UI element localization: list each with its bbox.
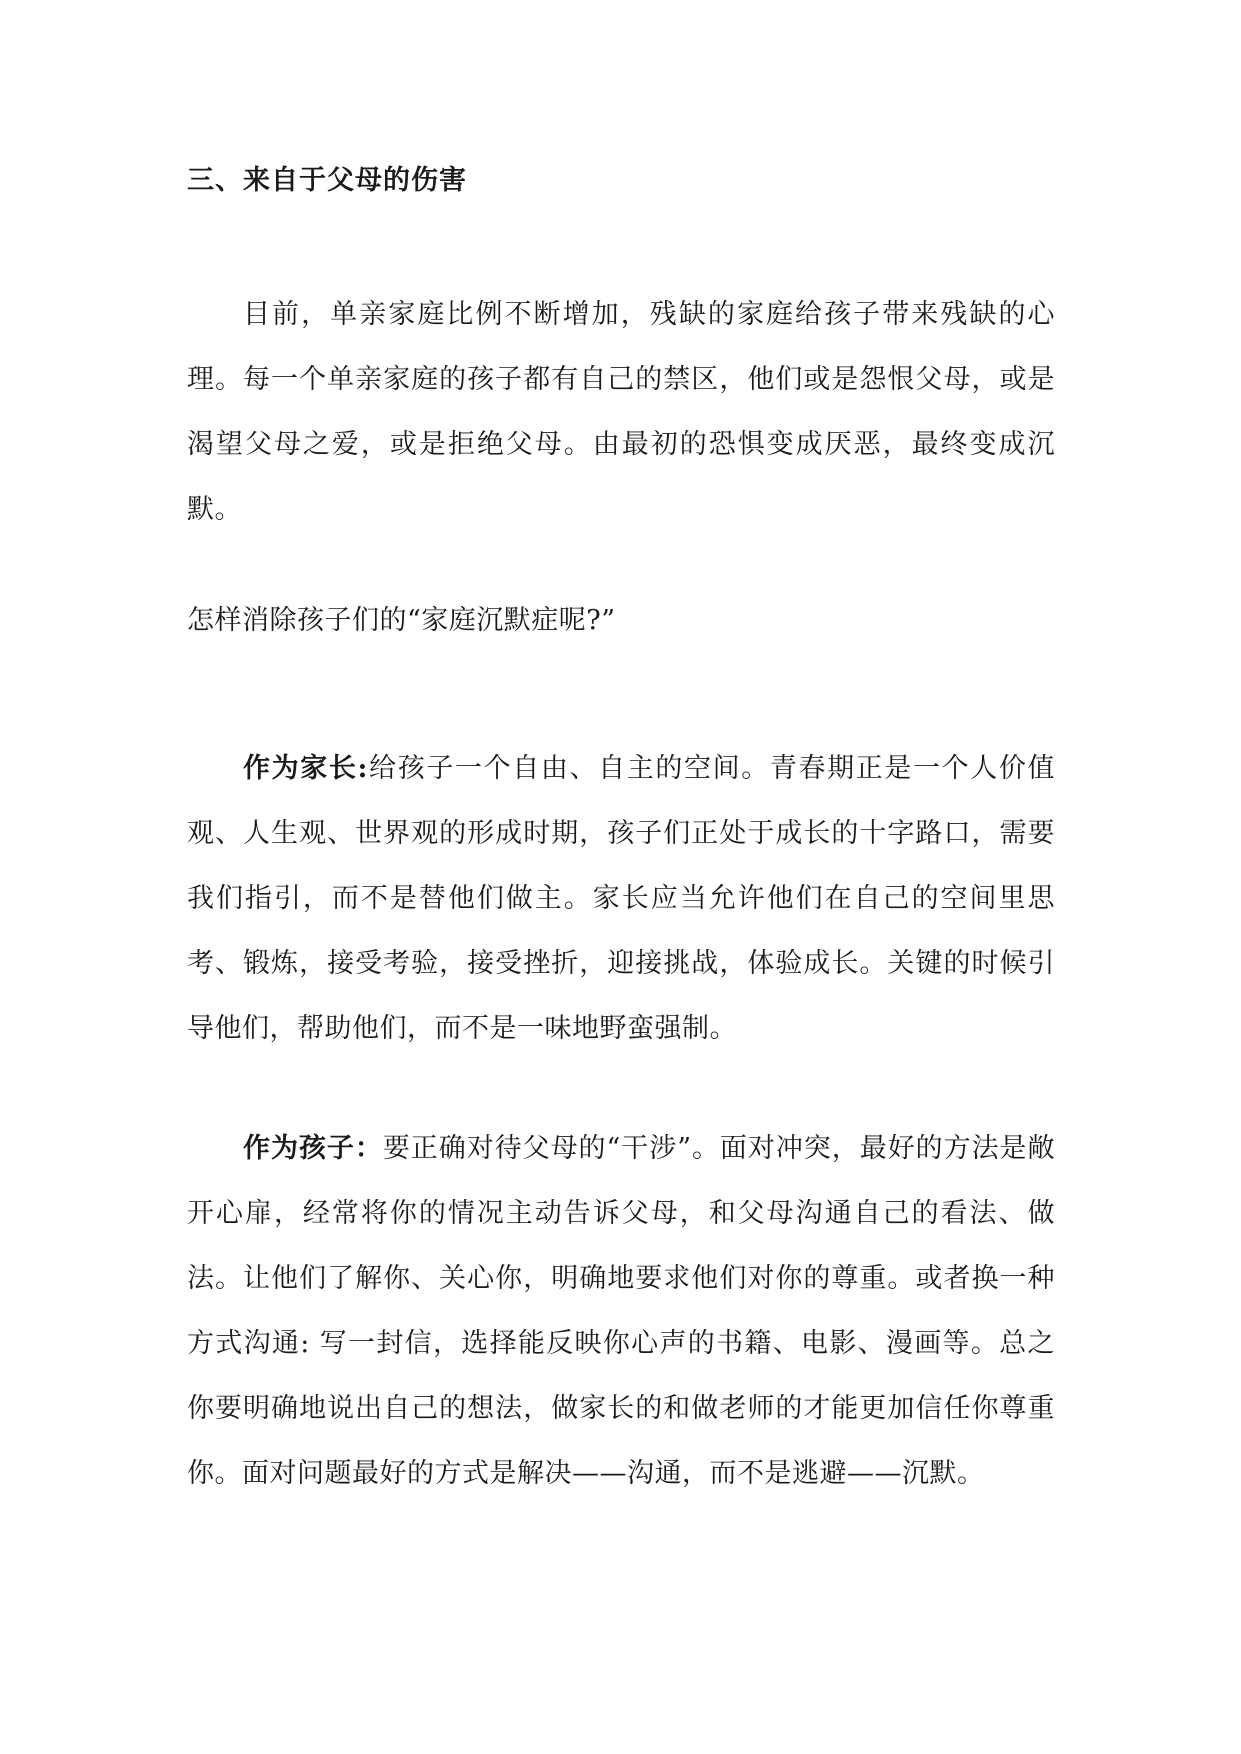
parent-lead-label: 作为家长:	[243, 753, 368, 784]
parent-body-text: 给孩子一个自由、自主的空间。青春期正是一个人价值观、人生观、世界观的形成时期，孩子们正处于成长的十字路口，需要我们指引，而不是替他们做主。家长应当允许他们在自己的空间里思考、锻炼，接受考验，接受挫折，迎接挑战，体验成长。关键的时候引导他们，帮助他们，而不是一味地野蛮强制。	[187, 753, 1056, 1044]
child-lead-label: 作为孩子：	[243, 1133, 383, 1164]
paragraph-as-child	[187, 1116, 1055, 1506]
child-body-text: 要正确对待父母的“干涉”。面对冲突，最好的方法是敞开心扉，经常将你的情况主动告诉父母，和父母沟通自己的看法、做法。让他们了解你、关心你，明确地要求他们对你的尊重。或者换一种方式沟通: 写一封信，选择能反映你心声的书籍、电影、漫画等。总之你要明确地说出自己的想法，做家长的和做老师的才能更加信任你尊重你。面对问题最好的方式是解决——沟通，而不是逃避——沉默。	[187, 1133, 1055, 1489]
section-heading: 三、来自于父母的伤害	[187, 165, 467, 196]
paragraph-as-parent	[187, 736, 1055, 1061]
question-line: 怎样消除孩子们的“家庭沉默症呢?”	[187, 605, 616, 636]
paragraph-single-parent: 目前，单亲家庭比例不断增加，残缺的家庭给孩子带来残缺的心理。每一个单亲家庭的孩子都有自己的禁区，他们或是怨恨父母，或是渴望父母之爱，或是拒绝父母。由最初的恐惧变成厌恶，最终变成沉默。	[187, 299, 1055, 525]
